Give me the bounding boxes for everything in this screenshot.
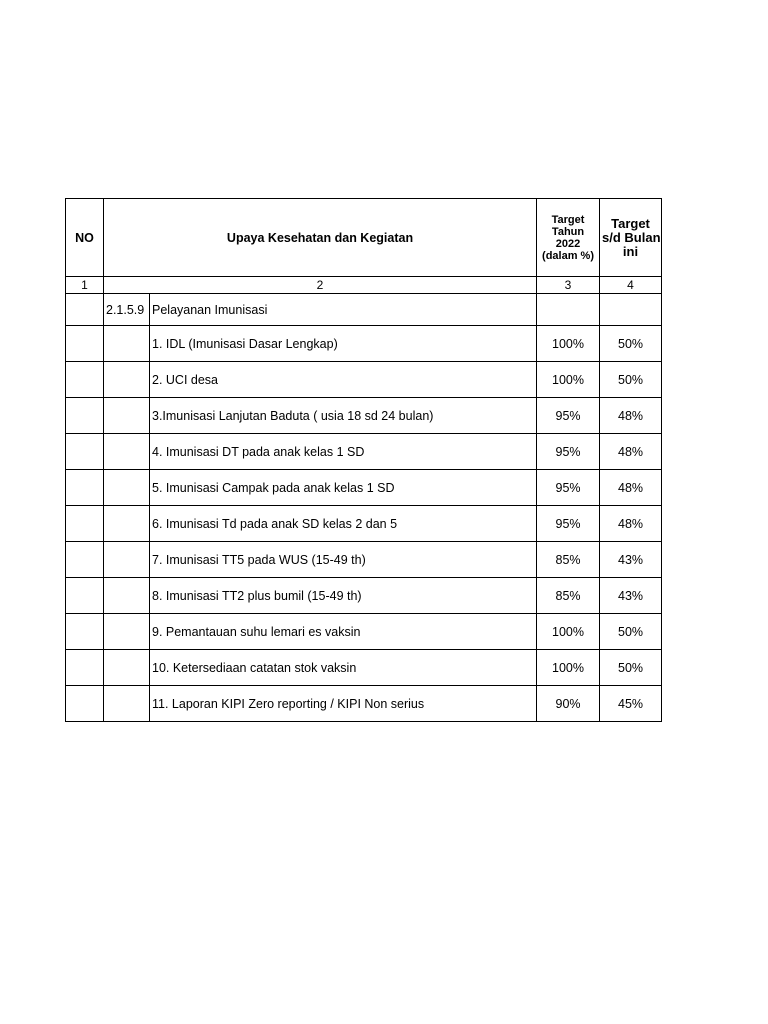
row-target-year: 100% [537, 362, 600, 398]
row-description: 1. IDL (Imunisasi Dasar Lengkap) [150, 326, 537, 362]
row-target-year: 95% [537, 434, 600, 470]
row-no-cell [66, 434, 104, 470]
column-number: 4 [600, 277, 662, 294]
row-target-year: 95% [537, 398, 600, 434]
header-target-year-line: (dalam %) [542, 249, 594, 262]
column-number: 1 [66, 277, 104, 294]
table-row [66, 542, 662, 578]
row-code-cell [104, 434, 150, 470]
section-title: Pelayanan Imunisasi [150, 294, 537, 326]
row-target-month: 48% [600, 398, 662, 434]
row-description: 3.Imunisasi Lanjutan Baduta ( usia 18 sd 24 bulan) [150, 398, 537, 434]
row-target-year: 95% [537, 470, 600, 506]
row-target-month: 50% [600, 326, 662, 362]
table-row [66, 614, 662, 650]
column-number: 2 [104, 277, 537, 294]
row-no-cell [66, 578, 104, 614]
row-target-month: 50% [600, 614, 662, 650]
row-code-cell [104, 506, 150, 542]
table-row [66, 578, 662, 614]
row-target-month: 50% [600, 362, 662, 398]
row-target-year: 85% [537, 578, 600, 614]
table-row [66, 362, 662, 398]
header-target-year-line: Target [551, 213, 585, 226]
row-no-cell [66, 470, 104, 506]
row-code-cell [104, 650, 150, 686]
header-target-year-line: Tahun [551, 225, 585, 238]
header-target-year-line: 2022 [555, 237, 581, 250]
row-target-month: 45% [600, 686, 662, 722]
row-description: 2. UCI desa [150, 362, 537, 398]
column-number-row [66, 277, 662, 294]
table-row [66, 434, 662, 470]
row-code-cell [104, 398, 150, 434]
row-code-cell [104, 542, 150, 578]
row-description: 11. Laporan KIPI Zero reporting / KIPI Non serius [150, 686, 537, 722]
row-target-year: 100% [537, 650, 600, 686]
row-target-month: 48% [600, 470, 662, 506]
row-code-cell [104, 578, 150, 614]
table-row [66, 470, 662, 506]
header-target-year [537, 199, 600, 277]
section-code: 2.1.5.9 [104, 294, 150, 326]
table-row [66, 326, 662, 362]
row-no-cell [66, 614, 104, 650]
table-row [66, 398, 662, 434]
row-target-year: 90% [537, 686, 600, 722]
header-target-month-line: ini [622, 243, 639, 259]
row-no-cell [66, 326, 104, 362]
row-code-cell [104, 614, 150, 650]
header-target-month [600, 199, 662, 277]
row-no-cell [66, 686, 104, 722]
header-no: NO [66, 199, 104, 277]
row-description: 5. Imunisasi Campak pada anak kelas 1 SD [150, 470, 537, 506]
table-row [66, 650, 662, 686]
row-code-cell [104, 686, 150, 722]
row-description: 10. Ketersediaan catatan stok vaksin [150, 650, 537, 686]
row-target-year: 95% [537, 506, 600, 542]
column-number: 3 [537, 277, 600, 294]
table-row [66, 686, 662, 722]
header-row [66, 199, 662, 277]
section-target-year-cell [537, 294, 600, 326]
row-description: 4. Imunisasi DT pada anak kelas 1 SD [150, 434, 537, 470]
section-row [66, 294, 662, 326]
header-upaya: Upaya Kesehatan dan Kegiatan [104, 199, 537, 277]
row-description: 8. Imunisasi TT2 plus bumil (15-49 th) [150, 578, 537, 614]
row-target-month: 48% [600, 506, 662, 542]
row-target-month: 50% [600, 650, 662, 686]
header-target-month-line: s/d Bulan [602, 229, 661, 245]
table-row [66, 506, 662, 542]
row-description: 6. Imunisasi Td pada anak SD kelas 2 dan 5 [150, 506, 537, 542]
row-no-cell [66, 650, 104, 686]
row-description: 9. Pemantauan suhu lemari es vaksin [150, 614, 537, 650]
row-code-cell [104, 326, 150, 362]
row-target-month: 48% [600, 434, 662, 470]
section-no-cell [66, 294, 104, 326]
row-target-month: 43% [600, 578, 662, 614]
section-target-month-cell [600, 294, 662, 326]
row-no-cell [66, 398, 104, 434]
row-no-cell [66, 506, 104, 542]
header-target-month-line: Target [611, 215, 650, 231]
row-description: 7. Imunisasi TT5 pada WUS (15-49 th) [150, 542, 537, 578]
row-target-month: 43% [600, 542, 662, 578]
row-code-cell [104, 470, 150, 506]
row-target-year: 100% [537, 326, 600, 362]
row-target-year: 85% [537, 542, 600, 578]
row-no-cell [66, 362, 104, 398]
target-table [65, 198, 662, 722]
row-target-year: 100% [537, 614, 600, 650]
row-no-cell [66, 542, 104, 578]
row-code-cell [104, 362, 150, 398]
